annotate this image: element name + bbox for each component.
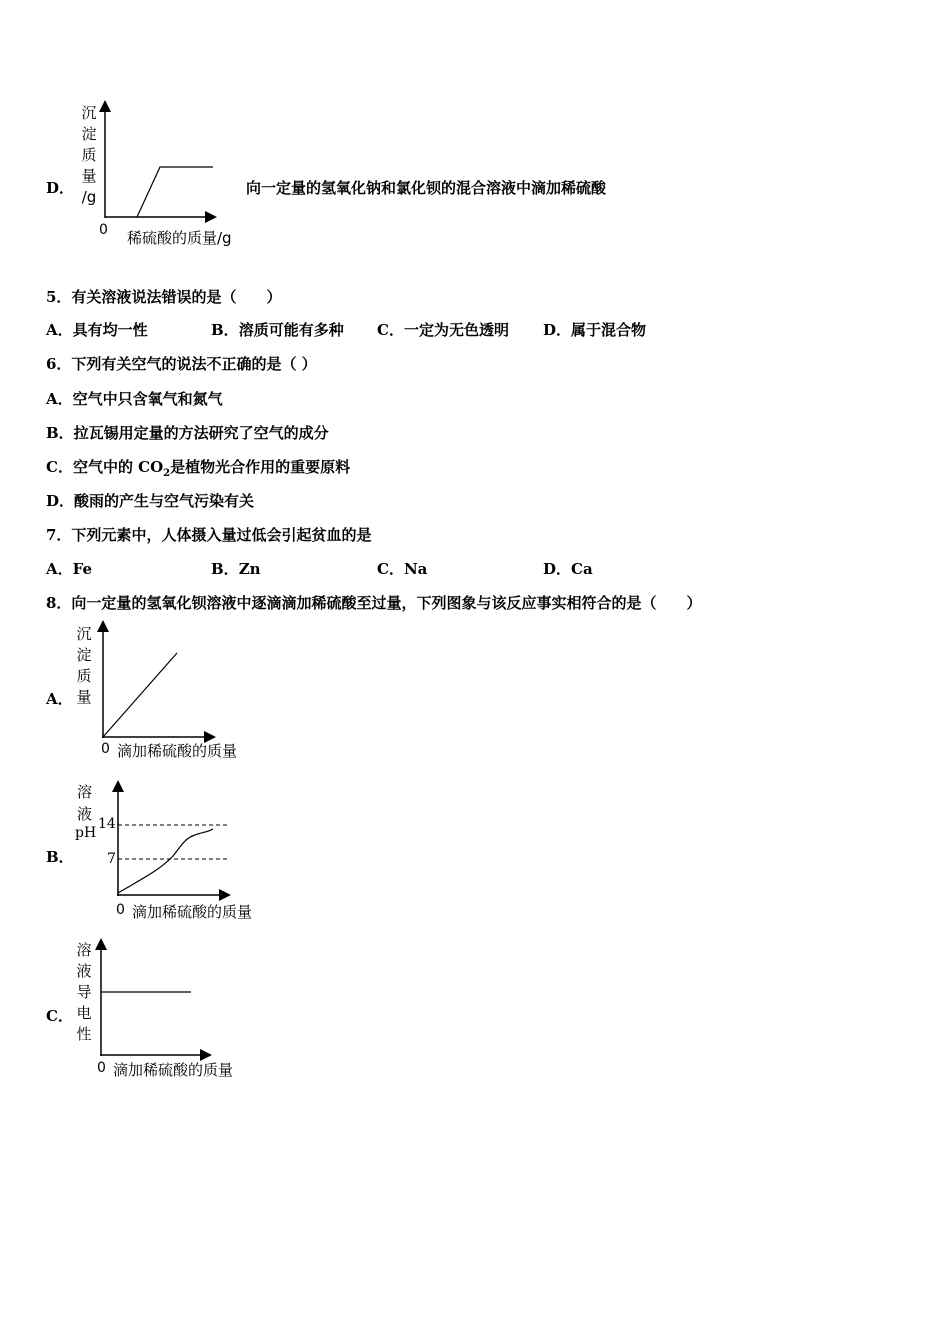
q5-option-d-letter: D． — [543, 321, 572, 339]
q5-option-c-letter: C． — [377, 321, 404, 339]
q8b-x-axis-label: 滴加稀硫酸的质量 — [132, 903, 253, 921]
q8a-y-axis-label-text: 沉 淀 质 量 — [76, 625, 92, 706]
q6-option-c-post: 是植物光合作用的重要原料 — [170, 458, 351, 476]
q8-option-c-letter: C． — [46, 1007, 73, 1025]
q5-option-c-text: 一定为无色透明 — [403, 321, 509, 339]
q6-option-a: A．空气中只含氧气和氮气 — [46, 390, 223, 408]
q8b-tick-7: 7 — [107, 851, 116, 867]
q6-option-c-sub: 2 — [163, 468, 171, 479]
q7-option-a-text: Fe — [72, 560, 93, 578]
q5-option-b — [211, 319, 344, 340]
q5-option-d-text: 属于混合物 — [571, 321, 647, 339]
q7-option-b-letter: B． — [211, 560, 239, 578]
q8a-y-axis-label — [75, 624, 93, 708]
q6-option-c — [46, 456, 350, 479]
q4-option-d-letter: D． — [46, 179, 75, 197]
q5-option-b-text: 溶质可能有多种 — [238, 321, 344, 339]
q8a-curve — [103, 653, 177, 737]
q4d-y-axis-label-text: 沉 淀 质 量 /g — [81, 104, 97, 206]
q8c-x-axis-label: 滴加稀硫酸的质量 — [113, 1061, 234, 1079]
q4d-origin: 0 — [99, 222, 108, 238]
q8-option-c-graph — [90, 938, 220, 1063]
q6-option-c-pre: C．空气中的 CO — [46, 458, 164, 476]
q8-option-a-graph — [92, 620, 222, 745]
q4d-curve — [137, 167, 213, 217]
q7-option-c-letter: C． — [377, 560, 404, 578]
q8-option-a-letter: A． — [46, 690, 73, 708]
q8b-tick-14: 14 — [98, 816, 116, 832]
q5-option-a — [46, 319, 148, 340]
q7-option-c-text: Na — [403, 560, 428, 578]
q4d-x-axis-label: 稀硫酸的质量/g — [127, 229, 232, 247]
q5-option-a-text: 具有均一性 — [72, 321, 148, 339]
q8b-y-label-1: 溶 — [77, 783, 93, 801]
q5-option-c — [377, 319, 509, 340]
q8b-curve — [118, 829, 213, 893]
q8a-origin: 0 — [101, 741, 110, 757]
q5-option-a-letter: A． — [46, 321, 73, 339]
q8-stem: 8．向一定量的氢氧化钡溶液中逐滴滴加稀硫酸至过量，下列图象与该反应事实相符合的是（ ） — [46, 594, 702, 612]
q8b-origin: 0 — [116, 902, 125, 918]
q6-option-d: D．酸雨的产生与空气污染有关 — [46, 492, 255, 510]
q4-option-d-graph — [95, 100, 225, 230]
q7-option-c — [377, 558, 427, 579]
q8c-y-axis-label-text: 溶 液 导 电 性 — [76, 941, 92, 1043]
q7-option-d-text: Ca — [571, 560, 593, 578]
q8b-y-label-3: pH — [75, 825, 97, 841]
q7-stem: 7．下列元素中，人体摄入量过低会引起贫血的是 — [46, 526, 372, 544]
q7-option-d — [543, 558, 593, 579]
q8b-y-label-2: 液 — [77, 805, 93, 823]
q7-option-b — [211, 558, 261, 579]
q4-option-d-text: 向一定量的氢氧化钠和氯化钡的混合溶液中滴加稀硫酸 — [246, 179, 607, 197]
q8a-x-axis-label: 滴加稀硫酸的质量 — [117, 742, 238, 760]
q8-option-b-letter: B． — [46, 848, 74, 866]
q7-option-d-letter: D． — [543, 560, 572, 578]
q6-option-b: B．拉瓦锡用定量的方法研究了空气的成分 — [46, 424, 329, 442]
q5-option-d — [543, 319, 646, 340]
q8-option-b-graph — [105, 782, 235, 902]
q6-stem: 6．下列有关空气的说法不正确的是（ ） — [46, 355, 317, 373]
q7-option-b-text: Zn — [238, 560, 261, 578]
q5-stem: 5．有关溶液说法错误的是（ ） — [46, 288, 282, 306]
q7-option-a-letter: A． — [46, 560, 73, 578]
q7-option-a — [46, 558, 92, 579]
q8c-origin: 0 — [97, 1060, 106, 1076]
q5-option-b-letter: B． — [211, 321, 239, 339]
